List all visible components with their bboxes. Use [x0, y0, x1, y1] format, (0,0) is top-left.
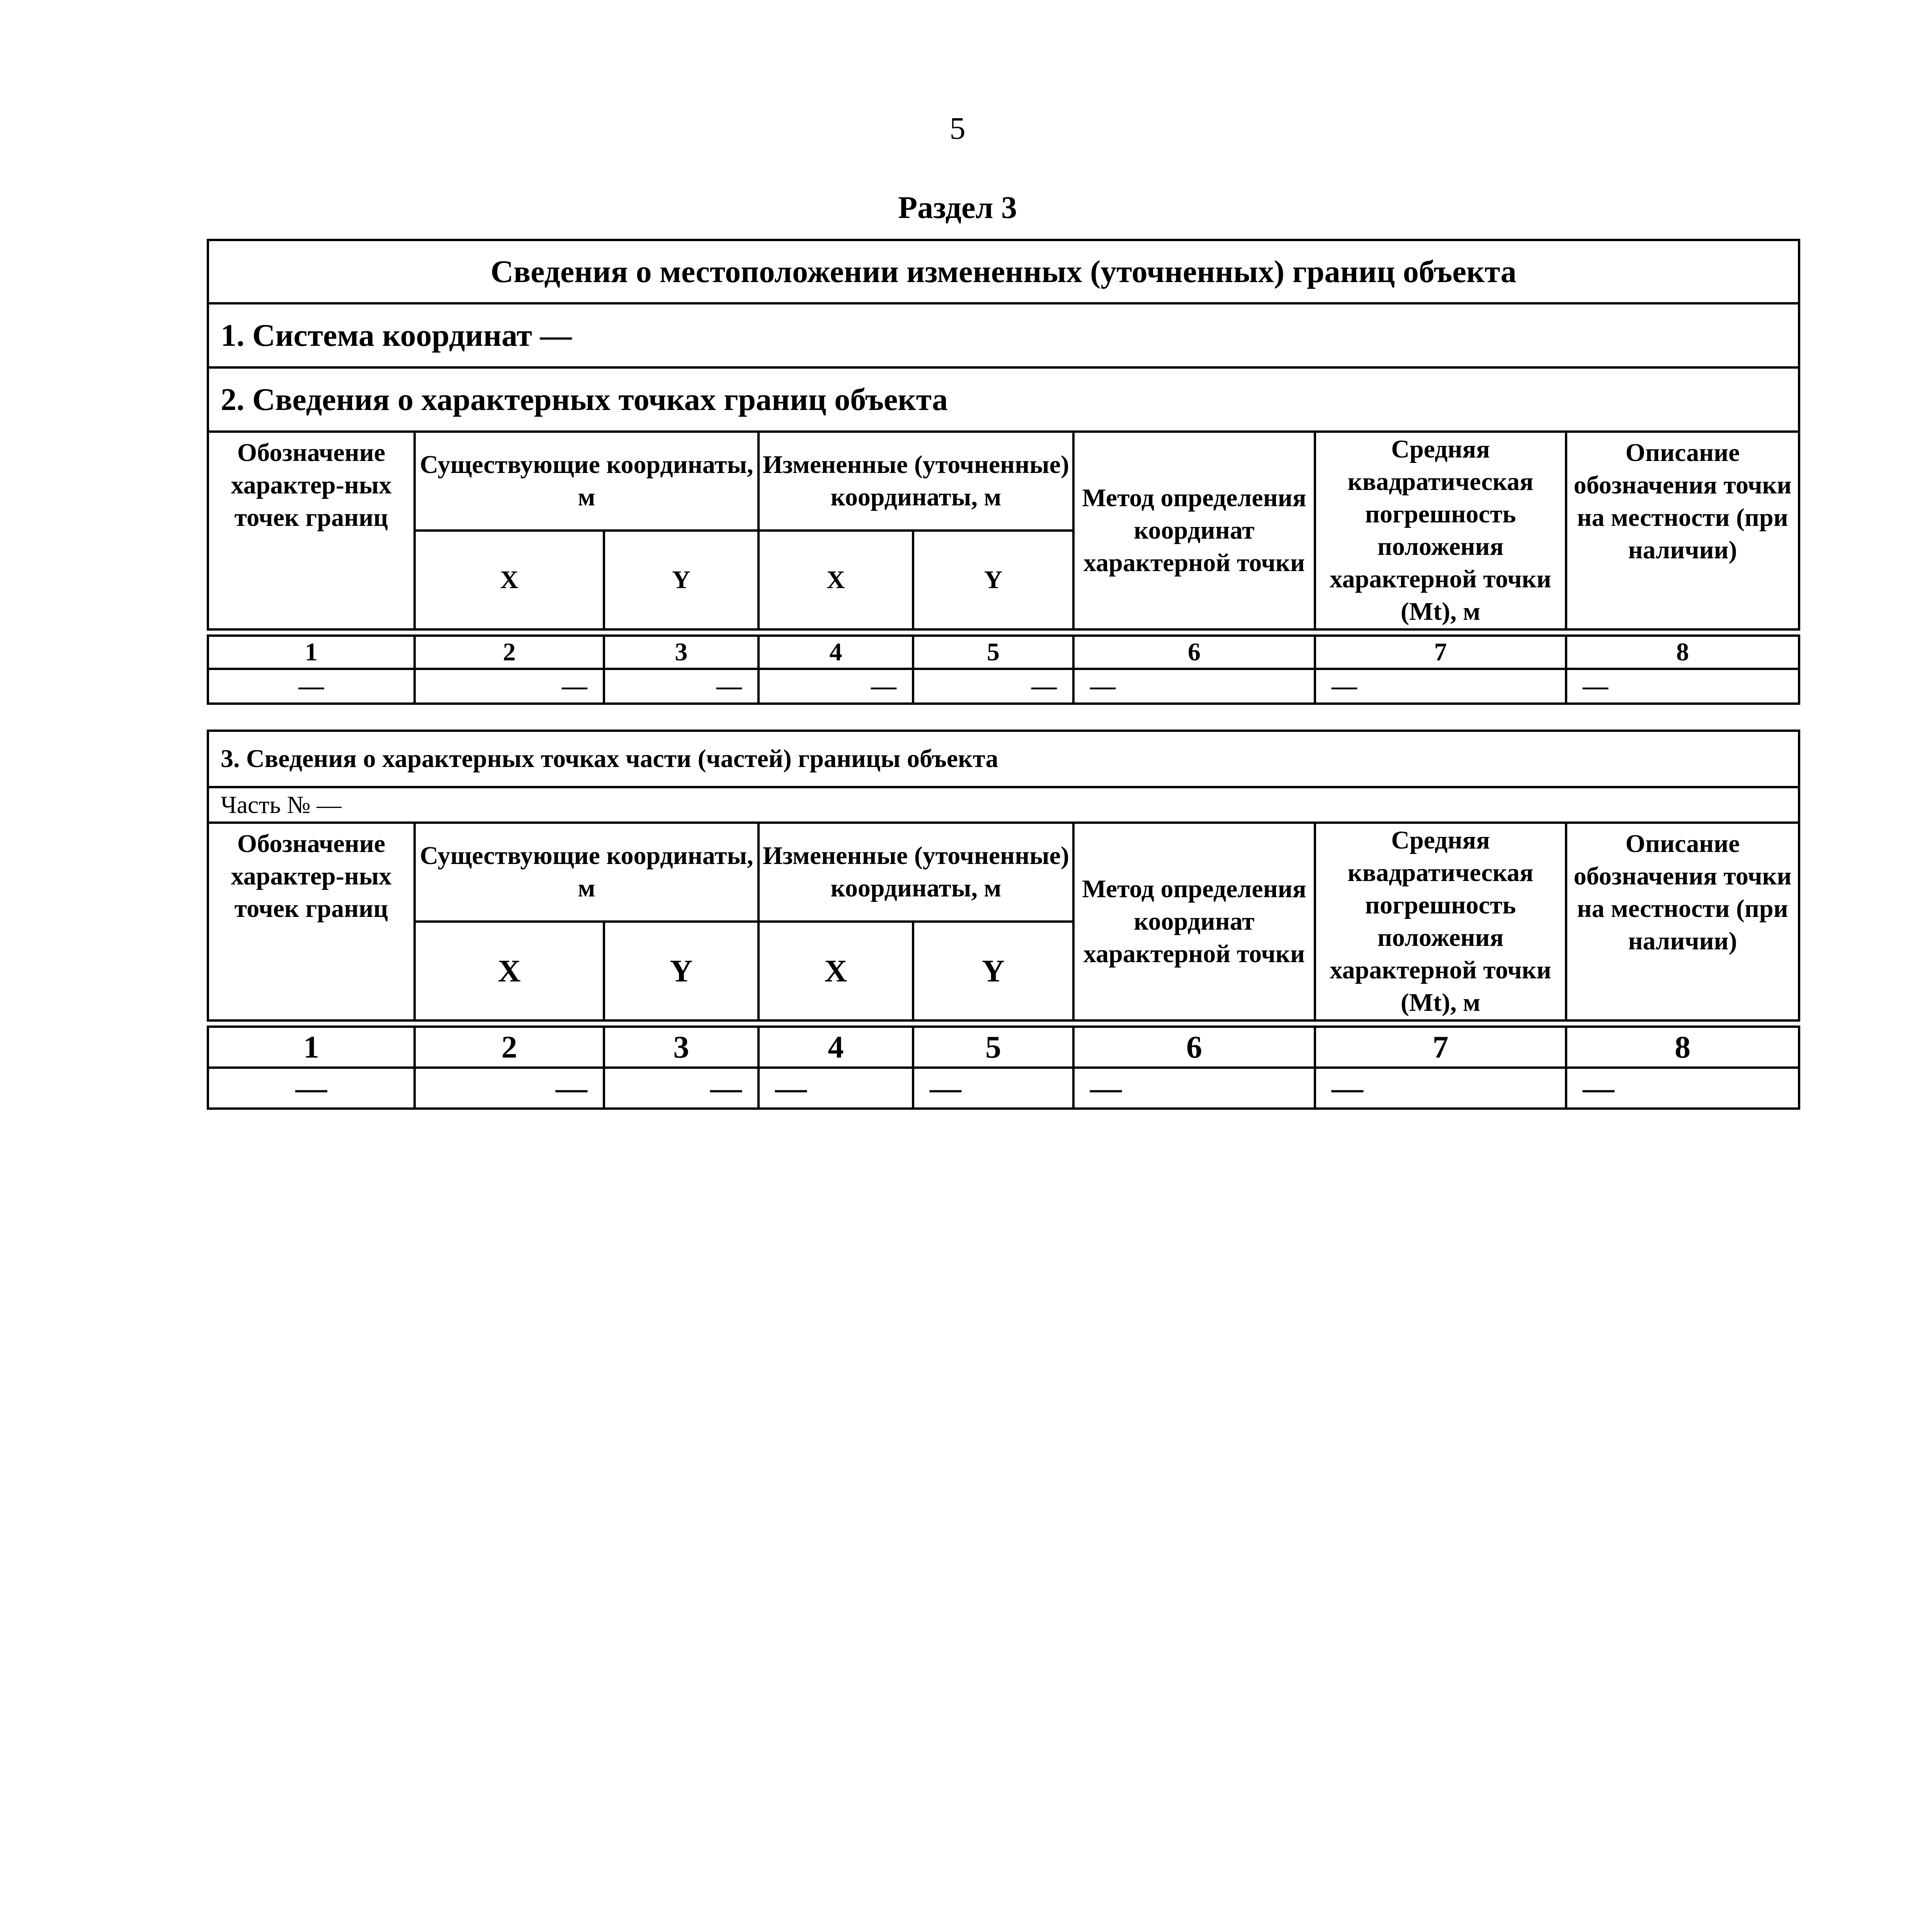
- table-cell: —: [1566, 1068, 1799, 1109]
- table-cell: —: [1566, 669, 1799, 704]
- table-cell: —: [1315, 669, 1566, 704]
- header-point-designation: Обозначение характер-ных точек границ: [208, 823, 415, 1020]
- column-number: 4: [759, 1027, 913, 1068]
- header-changed-x: X: [759, 531, 913, 629]
- coordinate-system: 1. Система координат —: [208, 303, 1799, 367]
- table-cell: —: [208, 1068, 415, 1109]
- boundary-points-table: [207, 239, 1800, 705]
- header-changed-x: X: [759, 922, 913, 1020]
- column-number: 1: [208, 1027, 415, 1068]
- column-number: 7: [1315, 636, 1566, 669]
- column-number: 7: [1315, 1027, 1566, 1068]
- table-row: [208, 669, 1799, 704]
- column-number: 5: [913, 636, 1073, 669]
- table-cell: —: [604, 669, 759, 704]
- column-number: 6: [1073, 636, 1315, 669]
- table-cell: —: [1073, 1068, 1315, 1109]
- header-existing-y: Y: [604, 531, 759, 629]
- column-number: 2: [415, 636, 604, 669]
- table-cell: —: [1315, 1068, 1566, 1109]
- part-boundary-points-table: [207, 730, 1800, 1110]
- column-number: 8: [1566, 636, 1799, 669]
- table-cell: —: [759, 1068, 913, 1109]
- header-changed-y: Y: [913, 922, 1073, 1020]
- table-cell: —: [913, 669, 1073, 704]
- header-method: Метод определения координат характерной точки: [1073, 823, 1315, 1020]
- header-changed-coords: Измененные (уточненные) координаты, м: [759, 823, 1073, 922]
- column-number: 8: [1566, 1027, 1799, 1068]
- table-cell: —: [415, 669, 604, 704]
- table-row: [208, 1068, 1799, 1109]
- header-changed-coords: Измененные (уточненные) координаты, м: [759, 432, 1073, 531]
- section-title: Раздел 3: [898, 190, 1017, 225]
- table-cell: —: [415, 1068, 604, 1109]
- column-number: 6: [1073, 1027, 1315, 1068]
- header-changed-y: Y: [913, 531, 1073, 629]
- table-cell: —: [208, 669, 415, 704]
- column-number: 1: [208, 636, 415, 669]
- column-number: 2: [415, 1027, 604, 1068]
- header-existing-x: X: [415, 531, 604, 629]
- header-description: Описание обозначения точки на местности (при наличии): [1566, 432, 1799, 629]
- header-description: Описание обозначения точки на местности (при наличии): [1566, 823, 1799, 1020]
- table-cell: —: [759, 669, 913, 704]
- header-existing-coords: Существующие координаты, м: [415, 432, 759, 531]
- column-number: 3: [604, 1027, 759, 1068]
- table-cell: —: [1073, 669, 1315, 704]
- points-heading: 2. Сведения о характерных точках границ объекта: [208, 367, 1799, 432]
- table-cell: —: [604, 1068, 759, 1109]
- part-number: Часть № —: [208, 787, 1799, 823]
- header-error: Средняя квадратическая погрешность положения характерной точки (Mt), м: [1315, 823, 1566, 1020]
- table-title: Сведения о местоположении измененных (уточненных) границ объекта: [208, 240, 1799, 303]
- header-existing-coords: Существующие координаты, м: [415, 823, 759, 922]
- header-existing-x: X: [415, 922, 604, 1020]
- header-error: Средняя квадратическая погрешность положения характерной точки (Mt), м: [1315, 432, 1566, 629]
- table-title: 3. Сведения о характерных точках части (частей) границы объекта: [208, 731, 1799, 787]
- column-number: 5: [913, 1027, 1073, 1068]
- page-number: 5: [949, 111, 966, 146]
- header-point-designation: Обозначение характер-ных точек границ: [208, 432, 415, 629]
- header-method: Метод определения координат характерной точки: [1073, 432, 1315, 629]
- column-number: 4: [759, 636, 913, 669]
- header-existing-y: Y: [604, 922, 759, 1020]
- column-number: 3: [604, 636, 759, 669]
- table-cell: —: [913, 1068, 1073, 1109]
